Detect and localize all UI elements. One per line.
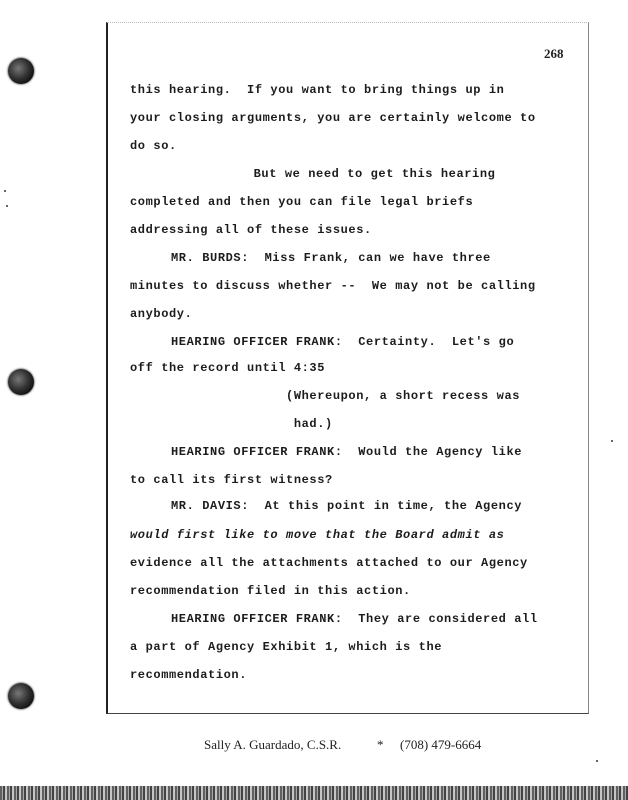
transcript-line: to call its first witness? [130,473,333,487]
transcript-line: this hearing. If you want to bring things up in [130,83,505,97]
scan-speck [6,205,8,207]
transcript-line: (Whereupon, a short recess was [130,389,521,403]
transcript-line: HEARING OFFICER FRANK: Would the Agency like [132,445,523,459]
reporter-phone: (708) 479-6664 [400,737,482,752]
transcript-line: your closing arguments, you are certainly welcome to [130,111,536,125]
page-number: 268 [544,46,564,61]
transcript-line: would first like to move that the Board admit as [130,528,505,542]
transcript-line: But we need to get this hearing [160,167,496,181]
transcript-line: recommendation filed in this action. [130,584,411,598]
transcript-line: HEARING OFFICER FRANK: Certainty. Let's go [132,335,515,349]
punch-hole-top [8,58,34,84]
scan-speck [4,190,6,192]
transcript-line: off the record until 4:35 [130,361,326,375]
transcript-line: a part of Agency Exhibit 1, which is the [130,640,443,654]
scan-artifact-strip [0,786,628,800]
scan-speck [611,440,613,442]
transcript-line: evidence all the attachments attached to our Agency [130,556,528,570]
footer-separator: * [377,737,384,752]
punch-hole-bottom [8,683,34,709]
transcript-line: had.) [130,417,333,431]
transcript-line: addressing all of these issues. [130,223,372,237]
transcript-line: MR. DAVIS: At this point in time, the Agency [132,499,523,513]
transcript-line: recommendation. [130,668,248,682]
reporter-name: Sally A. Guardado, C.S.R. [204,737,342,752]
scan-speck [596,760,598,762]
transcript-line: anybody. [130,307,193,321]
punch-hole-middle [8,369,34,395]
transcript-line: minutes to discuss whether -- We may not be calling [130,279,536,293]
transcript-line: completed and then you can file legal briefs [130,195,474,209]
transcript-line: MR. BURDS: Miss Frank, can we have three [132,251,491,265]
transcript-line: HEARING OFFICER FRANK: They are considered all [132,612,538,626]
transcript-line: do so. [130,139,177,153]
